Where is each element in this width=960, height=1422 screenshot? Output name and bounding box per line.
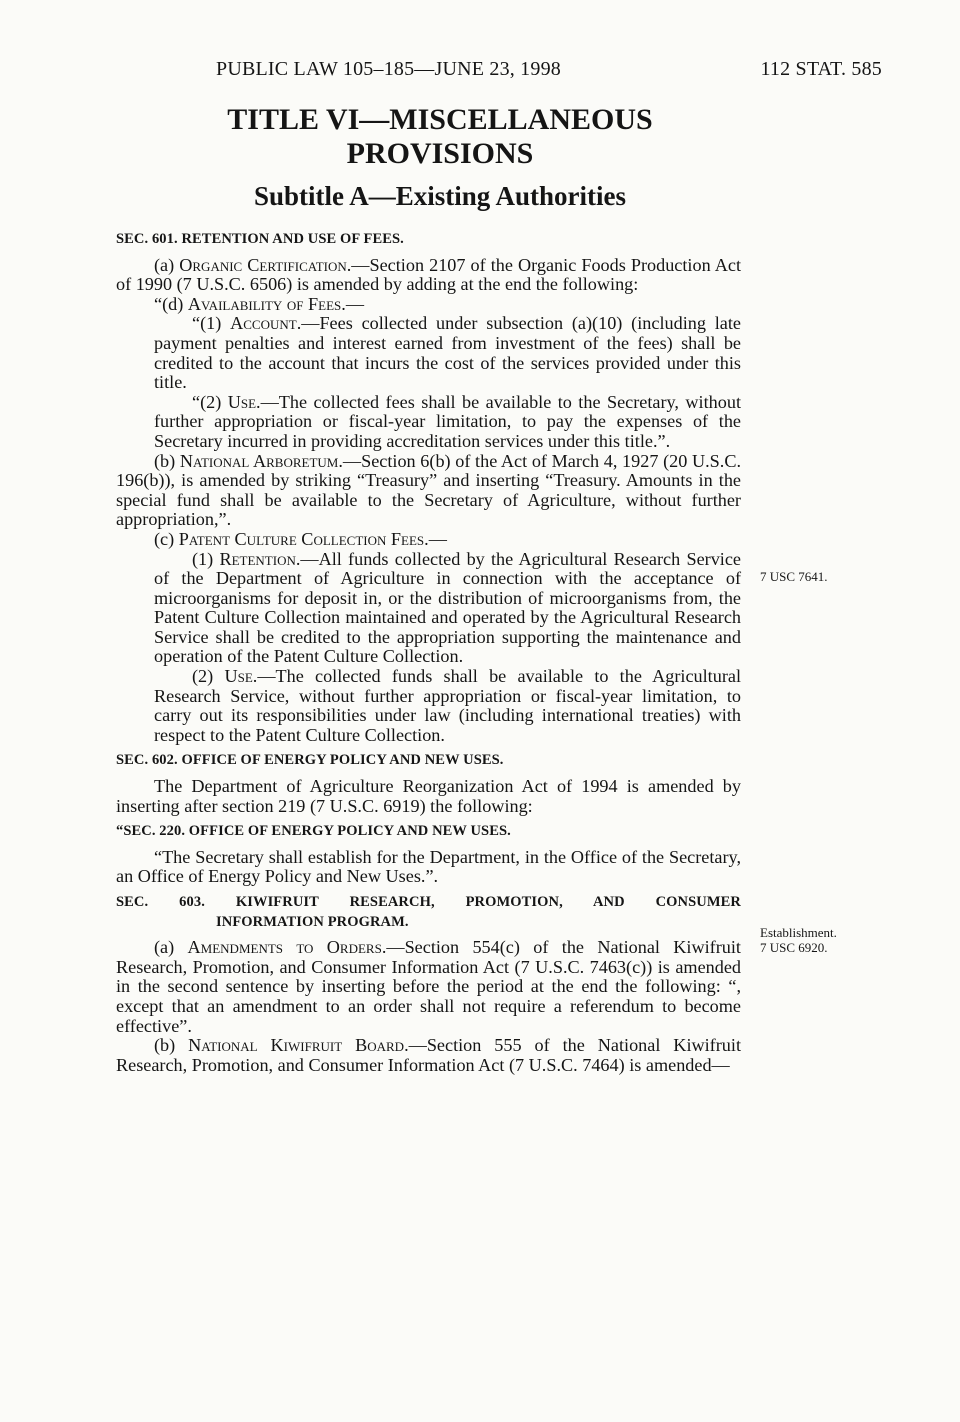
title-line-1: TITLE VI—MISCELLANEOUS bbox=[227, 103, 653, 136]
page-stat-number: 112 STAT. 585 bbox=[760, 58, 882, 80]
section-603-heading-cont bbox=[116, 913, 741, 933]
sec220-para: “The Secretary shall establish for the Department, in the Office of the Secretary, an Office of Energy Policy and New Uses.”. bbox=[116, 846, 741, 887]
sec601-para-d: “(d) Availability of Fees.— bbox=[154, 293, 364, 314]
title-heading bbox=[120, 103, 760, 171]
sec601-para-b: (b) National Arboretum.—Section 6(b) of the Act of March 4, 1927 (20 U.S.C. 196(b)), is amended by striking “Treasury” and inserting “Treasury. Amounts in the special fund shall be available to the Secretary of Agriculture, without further appropriation,”. bbox=[116, 450, 741, 530]
subtitle-heading: Subtitle A—Existing Authorities bbox=[253, 181, 627, 211]
sec602-para: The Department of Agriculture Reorganization Act of 1994 is amended by inserting after section 219 (7 U.S.C. 6919) the following: bbox=[116, 776, 741, 816]
running-head-citation: PUBLIC LAW 105–185—JUNE 23, 1998 bbox=[216, 58, 561, 80]
section-603-heading-line-1: SEC. 603. KIWIFRUIT RESEARCH, PROMOTION, AND CONSUMER bbox=[116, 894, 741, 910]
sec601-para-c: (c) Patent Culture Collection Fees.— bbox=[154, 528, 447, 549]
sec601-para-d1: “(1) Account.—Fees collected under subsection (a)(10) (including late payment penalties and interest earned from investment of the fees) shall be credited to the account that incurs the cost of the services provided under this title. bbox=[154, 313, 742, 393]
title-line-2: PROVISIONS bbox=[346, 137, 534, 170]
sec601-para-c2: (2) Use.—The collected funds shall be available to the Agricultural Research Service, without further appropriation or fiscal-year limitation, to carry out its responsibilities under law (including international treaties) with respect to the Patent Culture Collection. bbox=[154, 666, 742, 745]
body-text bbox=[116, 230, 741, 1075]
margin-note-establishment bbox=[760, 925, 837, 955]
sec601-para-c1: (1) Retention.—All funds collected by the Agricultural Research Service of the Department of Agriculture in connection with the acceptance of microorganisms for deposit in, or the distribution of microorganisms from, the Patent Culture Collection maintained and operated by the Agricultural Research Service shall be credited to the appropriation supporting the maintenance and operation of the Patent Culture Collection. bbox=[154, 548, 741, 667]
margin-note-7-usc-7641: 7 USC 7641. bbox=[760, 569, 828, 584]
section-220-heading: “SEC. 220. OFFICE OF ENERGY POLICY AND NEW USES. bbox=[116, 823, 511, 840]
sec601-para-a: (a) Organic Certification.—Section 2107 of the Organic Foods Production Act of 1990 (7 U.S.C. 6506) is amended by adding at the end the following: bbox=[116, 254, 741, 295]
margin-note-7-usc-6920: 7 USC 6920. bbox=[760, 940, 828, 955]
sec603-para-a: (a) Amendments to Orders.—Section 554(c) of the National Kiwifruit Research, Promotion, and Consumer Information Act (7 U.S.C. 7463(c)) is amended in the second sentence by inserting before the period at the end the following: “, except that an amendment to an order shall not require a referendum to become effective”. bbox=[116, 937, 741, 1036]
section-602-heading: SEC. 602. OFFICE OF ENERGY POLICY AND NEW USES. bbox=[116, 752, 504, 769]
margin-note-establishment-label: Establishment. bbox=[760, 925, 837, 940]
sec601-para-d2: “(2) Use.—The collected fees shall be available to the Secretary, without further appropriation or fiscal-year limitation, to pay the expenses of the Secretary incurred in providing accreditation services under this title.”. bbox=[154, 391, 741, 451]
section-603-heading-line-2: INFORMATION PROGRAM. bbox=[216, 913, 409, 930]
section-603-heading bbox=[116, 893, 741, 913]
sec603-para-b: (b) National Kiwifruit Board.—Section 555 of the National Kiwifruit Research, Promotion, and Consumer Information Act (7 U.S.C. 7464) is amended— bbox=[116, 1035, 741, 1075]
section-601-heading: SEC. 601. RETENTION AND USE OF FEES. bbox=[116, 231, 404, 247]
